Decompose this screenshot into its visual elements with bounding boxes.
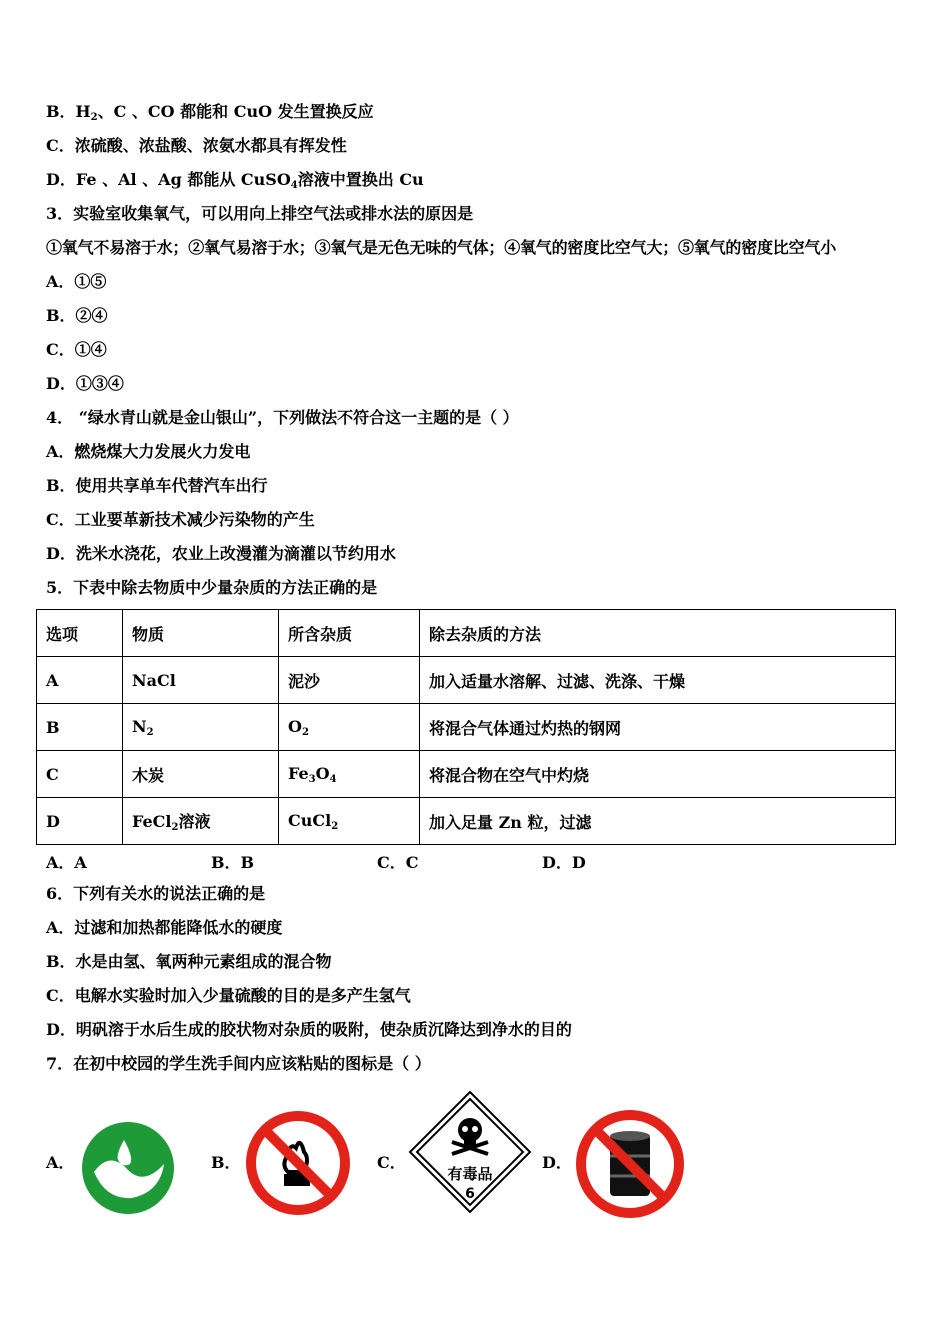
cell-substance: FeCl$_2$溶液 xyxy=(123,798,279,845)
sign-c-text: 有毒品 xyxy=(447,1165,493,1183)
header-impurity: 所含杂质 xyxy=(279,610,420,657)
q6-option-b: B．水是由氢、氧两种元素组成的混合物 xyxy=(46,952,332,971)
q4-option-b: B．使用共享单车代替汽车出行 xyxy=(46,476,268,495)
cell-option: C xyxy=(37,751,123,798)
cell-substance: NaCl xyxy=(123,657,279,704)
header-option: 选项 xyxy=(37,610,123,657)
cell-method: 加入足量 Zn 粒，过滤 xyxy=(420,798,896,845)
cell-substance: 木炭 xyxy=(123,751,279,798)
q7-label-c: C． xyxy=(377,1153,406,1172)
cell-option: D xyxy=(37,798,123,845)
q2-option-c: C．浓硫酸、浓盐酸、浓氨水都具有挥发性 xyxy=(46,136,347,155)
q6-option-d: D．明矾溶于水后生成的胶状物对杂质的吸附，使杂质沉降达到净水的目的 xyxy=(46,1020,572,1039)
cell-method: 将混合气体通过灼热的钢网 xyxy=(420,704,896,751)
q3-stem: 3．实验室收集氧气，可以用向上排空气法或排水法的原因是 xyxy=(46,204,474,223)
sign-c-number: 6 xyxy=(465,1186,475,1202)
q7-label-a: A． xyxy=(46,1153,75,1172)
sign-d-drum-top xyxy=(610,1131,650,1141)
cell-impurity: 泥沙 xyxy=(279,657,420,704)
toxic-substance-sign-icon xyxy=(408,1090,532,1214)
cell-method: 将混合物在空气中灼烧 xyxy=(420,751,896,798)
q5-answer-b: B．B xyxy=(211,853,255,872)
q3-statements: ①氧气不易溶于水；②氧气易溶于水；③氧气是无色无味的气体；④氧气的密度比空气大；⑤氧气的密度比空气小 xyxy=(46,238,837,257)
cell-impurity: CuCl$_2$ xyxy=(279,798,420,845)
cell-substance: $N_2$ xyxy=(123,704,279,751)
q6-option-a: A．过滤和加热都能降低水的硬度 xyxy=(46,918,283,937)
cell-option: B xyxy=(37,704,123,751)
q5-answer-c: C．C xyxy=(377,853,419,872)
header-method: 除去杂质的方法 xyxy=(420,610,896,657)
q5-table xyxy=(36,609,896,845)
q6-option-c: C．电解水实验时加入少量硫酸的目的是多产生氢气 xyxy=(46,986,411,1005)
cell-impurity: $O_2$ xyxy=(279,704,420,751)
q3-option-d: D．①③④ xyxy=(46,374,124,393)
sign-c-eye-left xyxy=(462,1126,468,1132)
table-row xyxy=(37,798,896,845)
table-row xyxy=(37,657,896,704)
q3-option-c: C．①④ xyxy=(46,340,107,359)
sign-c-eye-right xyxy=(472,1126,478,1132)
q3-option-a: A．①⑤ xyxy=(46,272,107,291)
table-row xyxy=(37,751,896,798)
q4-option-d: D．洗米水浇花，农业上改漫灌为滴灌以节约用水 xyxy=(46,544,396,563)
header-substance: 物质 xyxy=(123,610,279,657)
q7-stem: 7．在初中校园的学生洗手间内应该粘贴的图标是（ ） xyxy=(46,1054,431,1073)
q7-label-b: B． xyxy=(211,1153,241,1172)
q3-option-b: B．②④ xyxy=(46,306,108,325)
q4-option-a: A．燃烧煤大力发展火力发电 xyxy=(46,442,251,461)
table-row xyxy=(37,704,896,751)
q2-option-d: D．Fe 、Al 、Ag 都能从 CuSO$_4$溶液中置换出 Cu xyxy=(46,170,424,191)
no-open-flame-sign-icon xyxy=(244,1108,352,1218)
cell-option: A xyxy=(37,657,123,704)
no-oil-drum-sign-icon xyxy=(574,1108,686,1220)
q6-stem: 6．下列有关水的说法正确的是 xyxy=(46,884,266,903)
water-saving-sign-icon xyxy=(80,1120,176,1216)
q7-label-d: D． xyxy=(542,1153,572,1172)
q5-answer-d: D．D xyxy=(542,853,586,872)
q5-stem: 5．下表中除去物质中少量杂质的方法正确的是 xyxy=(46,578,378,597)
q4-stem: 4． “绿水青山就是金山银山”，下列做法不符合这一主题的是（ ） xyxy=(46,408,519,427)
cell-method: 加入适量水溶解、过滤、洗涤、干燥 xyxy=(420,657,896,704)
cell-impurity: $Fe_3O_4$ xyxy=(279,751,420,798)
q5-answer-a: A．A xyxy=(46,853,87,872)
table-header-row xyxy=(37,610,896,657)
q4-option-c: C．工业要革新技术减少污染物的产生 xyxy=(46,510,315,529)
q2-option-b: B．$H_2$、C 、CO 都能和 CuO 发生置换反应 xyxy=(46,102,374,123)
